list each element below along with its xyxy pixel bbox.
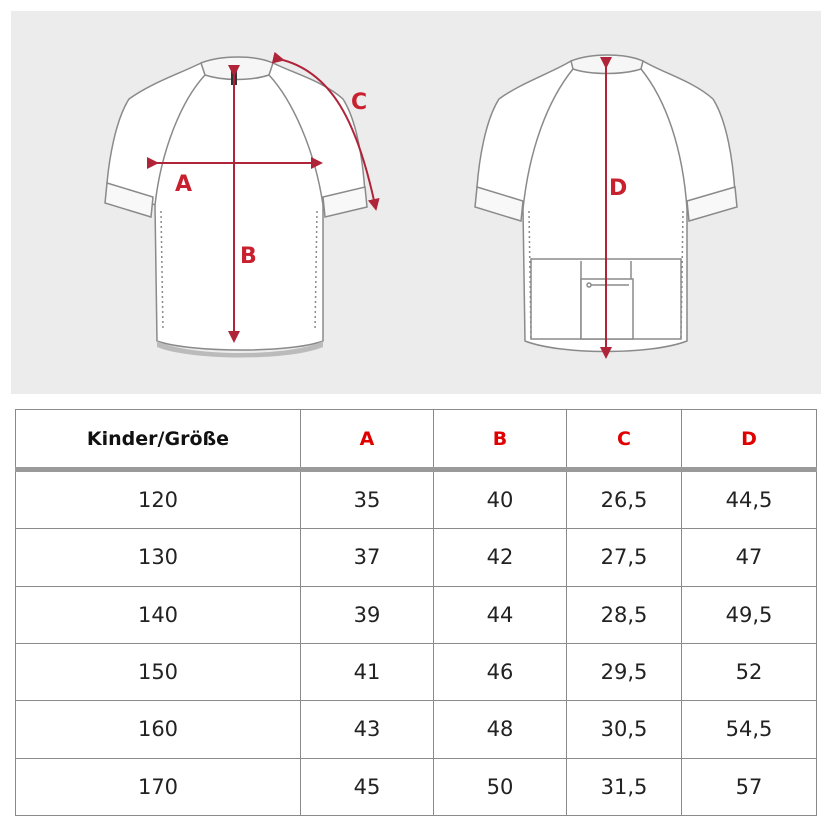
header-size: Kinder/Größe [16,410,301,470]
label-c: C [351,90,368,115]
cell-a: 39 [301,586,434,643]
cell-d: 54,5 [682,701,817,758]
cell-a: 41 [301,643,434,700]
cell-size: 120 [16,470,301,529]
cell-a: 37 [301,529,434,586]
cell-b: 44 [434,586,567,643]
header-b: B [434,410,567,470]
cell-b: 46 [434,643,567,700]
table-row [16,758,817,815]
cell-a: 43 [301,701,434,758]
cell-size: 130 [16,529,301,586]
cell-c: 27,5 [567,529,682,586]
cell-d: 49,5 [682,586,817,643]
jersey-diagram [11,11,821,394]
header-c: C [567,410,682,470]
label-a: A [175,172,193,197]
cell-c: 26,5 [567,470,682,529]
cell-c: 29,5 [567,643,682,700]
cell-b: 40 [434,470,567,529]
cell-d: 52 [682,643,817,700]
cell-size: 170 [16,758,301,815]
cell-d: 47 [682,529,817,586]
cell-c: 31,5 [567,758,682,815]
cell-d: 44,5 [682,470,817,529]
size-table [15,409,817,816]
cell-c: 30,5 [567,701,682,758]
header-d: D [682,410,817,470]
cell-b: 50 [434,758,567,815]
jersey-measurement-illustration [11,11,821,394]
label-d: D [609,176,628,201]
cell-a: 45 [301,758,434,815]
label-b: B [240,244,257,269]
table-row [16,701,817,758]
cell-size: 150 [16,643,301,700]
cell-c: 28,5 [567,586,682,643]
table-row [16,586,817,643]
cell-size: 140 [16,586,301,643]
cell-d: 57 [682,758,817,815]
front-jersey [105,57,367,358]
table-row [16,643,817,700]
header-a: A [301,410,434,470]
cell-size: 160 [16,701,301,758]
cell-b: 42 [434,529,567,586]
cell-a: 35 [301,470,434,529]
table-row [16,529,817,586]
table-row [16,470,817,529]
cell-b: 48 [434,701,567,758]
table-header-row [16,410,817,470]
